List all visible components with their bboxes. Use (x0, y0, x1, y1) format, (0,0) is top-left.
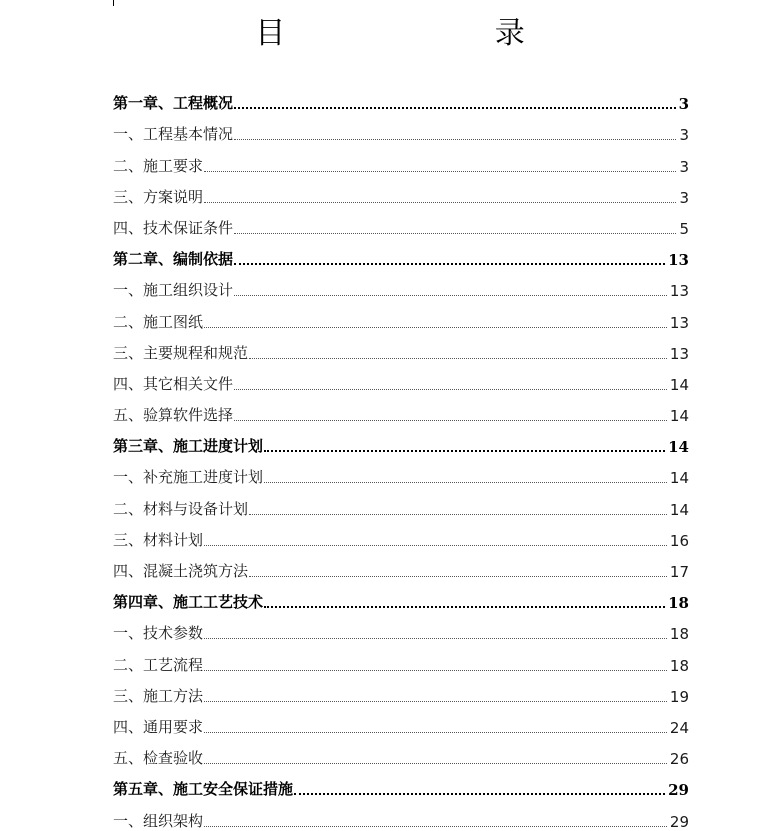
toc-section-entry[interactable] (113, 799, 689, 830)
toc-section-entry[interactable] (113, 269, 689, 300)
toc-entry-page-number: 17 (669, 563, 689, 581)
toc-entry-page-number: 24 (669, 718, 689, 737)
dot-leader (234, 294, 667, 296)
toc-entry-label: 四、技术保证条件 (113, 218, 234, 237)
toc-section-entry[interactable] (113, 363, 689, 394)
toc-entry-label: 四、通用要求 (113, 717, 204, 736)
toc-entry-page-number: 14 (669, 469, 689, 488)
toc-entry-page-number: 13 (668, 251, 689, 270)
toc-entry-page-number: 14 (669, 407, 689, 426)
dot-leader (249, 575, 667, 577)
toc-entry-page-number: 19 (669, 687, 689, 706)
dot-leader (204, 669, 667, 671)
dot-leader (204, 201, 676, 203)
toc-entry-label: 第三章、施工进度计划 (113, 437, 264, 456)
toc-entry-page-number: 14 (668, 438, 689, 457)
dot-leader (234, 232, 676, 234)
toc-chapter-entry[interactable] (113, 238, 689, 269)
toc-entry-label: 一、工程基本情况 (113, 125, 234, 144)
dot-leader (204, 731, 667, 733)
toc-entry-label: 二、施工图纸 (113, 312, 204, 331)
toc-section-entry[interactable] (113, 300, 689, 331)
toc-title: 目 录 (255, 16, 625, 51)
toc-entry-page-number: 18 (669, 625, 689, 644)
toc-entry-label: 三、方案说明 (113, 187, 204, 206)
toc-entry-label: 五、验算软件选择 (113, 406, 234, 425)
dot-leader (204, 170, 676, 172)
toc-entry-label: 二、工艺流程 (113, 655, 204, 674)
toc-entry-page-number: 14 (669, 500, 689, 519)
toc-entry-page-number: 5 (679, 219, 689, 238)
toc-entry-label: 五、检查验收 (113, 749, 204, 768)
toc-entry-page-number: 13 (669, 313, 689, 332)
dot-leader (234, 388, 667, 390)
toc-entry-label: 二、施工要求 (113, 156, 204, 175)
toc-entry-page-number: 18 (669, 656, 689, 675)
toc-entry-page-number: 3 (679, 188, 689, 207)
toc-entry-page-number: 3 (678, 95, 689, 114)
toc-entry-label: 二、材料与设备计划 (113, 499, 249, 518)
toc-entry-page-number: 13 (669, 282, 689, 301)
toc-entry-page-number: 3 (679, 157, 689, 176)
toc-chapter-entry[interactable] (113, 82, 689, 113)
toc-entry-page-number: 18 (668, 594, 689, 613)
toc-section-entry[interactable] (113, 332, 689, 363)
dot-leader (204, 544, 667, 546)
dot-leader (264, 449, 665, 452)
dot-leader (234, 419, 667, 421)
toc-chapter-entry[interactable] (113, 425, 689, 456)
dot-leader (204, 326, 667, 328)
toc-section-entry[interactable] (113, 706, 689, 737)
toc-entry-label: 一、补充施工进度计划 (113, 468, 264, 487)
toc-section-entry[interactable] (113, 612, 689, 643)
dot-leader (249, 357, 667, 359)
toc-entry-page-number: 29 (669, 812, 689, 831)
toc-entry-label: 四、其它相关文件 (113, 374, 234, 393)
dot-leader (234, 106, 676, 109)
toc-section-entry[interactable] (113, 737, 689, 768)
toc-entry-label: 三、施工方法 (113, 686, 204, 705)
dot-leader (294, 792, 665, 795)
toc-entry-label: 第一章、工程概况 (113, 94, 234, 113)
toc-entry-page-number: 3 (679, 126, 689, 145)
toc-entry-label: 第四章、施工工艺技术 (113, 593, 264, 612)
toc-entry-page-number: 13 (669, 344, 689, 363)
dot-leader (204, 637, 667, 639)
toc-entry-label: 一、组织架构 (113, 811, 204, 830)
text-cursor (113, 0, 114, 6)
dot-leader (204, 700, 667, 702)
toc-entry-label: 一、施工组织设计 (113, 281, 234, 300)
table-of-contents (113, 82, 689, 831)
toc-entry-page-number: 14 (669, 375, 689, 394)
toc-section-entry[interactable] (113, 207, 689, 238)
toc-chapter-entry[interactable] (113, 581, 689, 612)
dot-leader (249, 513, 667, 515)
dot-leader (264, 481, 667, 483)
toc-entry-page-number: 16 (669, 531, 689, 550)
dot-leader (234, 138, 676, 140)
dot-leader (264, 605, 665, 608)
toc-entry-label: 四、混凝土浇筑方法 (113, 562, 249, 580)
toc-entry-label: 三、主要规程和规范 (113, 343, 249, 362)
toc-section-entry[interactable] (113, 550, 689, 581)
toc-entry-page-number: 26 (669, 750, 689, 769)
dot-leader (204, 762, 667, 764)
dot-leader (204, 825, 667, 827)
toc-entry-label: 一、技术参数 (113, 624, 204, 643)
toc-entry-label: 第五章、施工安全保证措施 (113, 780, 294, 799)
toc-chapter-entry[interactable] (113, 768, 689, 799)
toc-section-entry[interactable] (113, 643, 689, 674)
toc-section-entry[interactable] (113, 487, 689, 518)
toc-section-entry[interactable] (113, 144, 689, 175)
toc-section-entry[interactable] (113, 113, 689, 144)
toc-entry-label: 第二章、编制依据 (113, 250, 234, 269)
toc-entry-label: 三、材料计划 (113, 530, 204, 549)
toc-section-entry[interactable] (113, 394, 689, 425)
toc-section-entry[interactable] (113, 675, 689, 706)
toc-section-entry[interactable] (113, 519, 689, 550)
dot-leader (234, 262, 665, 265)
toc-section-entry[interactable] (113, 456, 689, 487)
toc-section-entry[interactable] (113, 176, 689, 207)
toc-entry-page-number: 29 (668, 781, 689, 800)
